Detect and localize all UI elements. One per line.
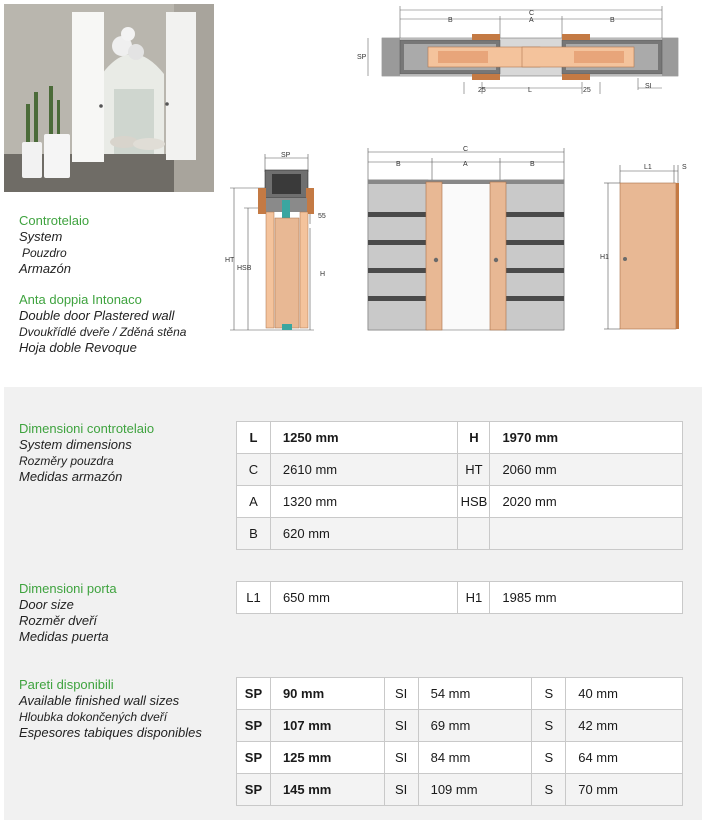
frame-label-en: System	[19, 229, 63, 244]
door-dims-label-en: Door size	[19, 597, 74, 612]
sys-dims-value	[490, 518, 683, 550]
section-55: 55	[318, 213, 326, 220]
sys-dims-value: 1320 mm	[270, 486, 458, 518]
door-label-cz: Dvoukřídlé dveře / Zděná stěna	[19, 325, 187, 339]
walls-label-en: Available finished wall sizes	[19, 693, 180, 708]
walls-key: SI	[384, 710, 418, 742]
sys-dims-key: C	[237, 454, 271, 486]
walls-key: SI	[384, 774, 418, 806]
sys-dims-label-es: Medidas armazón	[19, 469, 123, 484]
door-dims-value: 650 mm	[270, 582, 458, 614]
sys-dims-value: 1250 mm	[270, 422, 458, 454]
sys-dims-key: HT	[458, 454, 490, 486]
frame-labels	[19, 213, 89, 277]
walls-key: SP	[237, 774, 271, 806]
sys-dims-key: L	[237, 422, 271, 454]
walls-value: 109 mm	[418, 774, 532, 806]
walls-value: 54 mm	[418, 678, 532, 710]
sys-dims-table	[236, 421, 683, 550]
sys-dims-key	[458, 518, 490, 550]
sys-dims-label-en: System dimensions	[19, 437, 132, 452]
section-h: H	[320, 271, 326, 278]
walls-value: 40 mm	[566, 678, 683, 710]
elevation-drawing	[360, 142, 572, 334]
walls-label-es: Espesores tabiques disponibles	[19, 725, 202, 740]
door-dims-value: 1985 mm	[490, 582, 683, 614]
top-plan-drawing	[352, 2, 684, 94]
walls-label-it: Pareti disponibili	[19, 677, 114, 692]
sys-dims-label-it: Dimensioni controtelaio	[19, 421, 155, 436]
walls-key: SP	[237, 710, 271, 742]
top-plan-25-right: 25	[583, 87, 591, 94]
walls-value: 70 mm	[566, 774, 683, 806]
elevation-b-right: B	[530, 161, 535, 168]
top-plan-a: A	[529, 17, 534, 24]
walls-row	[237, 774, 683, 806]
leaf-h1: H1	[600, 254, 609, 261]
door-dims-label-it: Dimensioni porta	[19, 581, 117, 596]
door-labels	[19, 292, 186, 356]
section-ht: HT	[225, 257, 235, 264]
sys-dims-key: A	[237, 486, 271, 518]
sys-dims-key: H	[458, 422, 490, 454]
walls-value: 145 mm	[270, 774, 384, 806]
door-leaf-drawing	[596, 155, 696, 335]
door-dims-row	[237, 582, 683, 614]
sys-dims-row	[237, 422, 683, 454]
walls-key: S	[532, 774, 566, 806]
door-dims-label-cz: Rozměr dveří	[19, 613, 98, 628]
sys-dims-row	[237, 486, 683, 518]
door-dims-table	[236, 581, 683, 614]
sys-dims-value: 620 mm	[270, 518, 458, 550]
walls-value: 84 mm	[418, 742, 532, 774]
top-plan-sp: SP	[357, 54, 367, 61]
walls-key: SI	[384, 678, 418, 710]
walls-value: 69 mm	[418, 710, 532, 742]
walls-value: 64 mm	[566, 742, 683, 774]
walls-value: 125 mm	[270, 742, 384, 774]
sys-dims-value: 2060 mm	[490, 454, 683, 486]
frame-label-es: Armazón	[19, 261, 72, 276]
sys-dims-row	[237, 454, 683, 486]
walls-row	[237, 742, 683, 774]
top-plan-25-left: 25	[478, 87, 486, 94]
sys-dims-labels	[19, 421, 154, 485]
walls-key: S	[532, 742, 566, 774]
sys-dims-row	[237, 518, 683, 550]
walls-key: S	[532, 710, 566, 742]
door-label-en: Double door Plastered wall	[19, 308, 175, 323]
sys-dims-label-cz: Rozměry pouzdra	[19, 454, 114, 468]
elevation-b-left: B	[396, 161, 401, 168]
walls-value: 90 mm	[270, 678, 384, 710]
door-dims-key: L1	[237, 582, 271, 614]
elevation-c: C	[463, 146, 469, 153]
section-sp: SP	[281, 152, 291, 159]
door-dims-label-es: Medidas puerta	[19, 629, 109, 644]
door-dims-key: H1	[458, 582, 490, 614]
top-plan-b-right: B	[610, 17, 615, 24]
walls-key: S	[532, 678, 566, 710]
top-plan-c: C	[529, 10, 535, 17]
walls-key: SI	[384, 742, 418, 774]
walls-key: SP	[237, 742, 271, 774]
door-label-it: Anta doppia Intonaco	[19, 292, 142, 307]
walls-value: 107 mm	[270, 710, 384, 742]
product-photo	[4, 4, 214, 192]
top-plan-l: L	[528, 87, 532, 94]
top-plan-si: SI	[645, 83, 652, 90]
section-hsb: HSB	[237, 265, 252, 272]
door-dims-labels	[19, 581, 117, 645]
walls-labels	[19, 677, 202, 741]
walls-value: 42 mm	[566, 710, 683, 742]
sys-dims-value: 1970 mm	[490, 422, 683, 454]
frame-label-cz: Pouzdro	[22, 246, 67, 260]
walls-label-cz: Hloubka dokončených dveří	[19, 710, 168, 724]
section-drawing	[222, 148, 332, 334]
sys-dims-value: 2610 mm	[270, 454, 458, 486]
frame-label-it: Controtelaio	[19, 213, 90, 228]
door-label-es: Hoja doble Revoque	[19, 340, 137, 355]
sys-dims-value: 2020 mm	[490, 486, 683, 518]
leaf-s: S	[682, 164, 687, 171]
walls-row	[237, 678, 683, 710]
sys-dims-key: HSB	[458, 486, 490, 518]
leaf-l1: L1	[644, 164, 652, 171]
walls-table	[236, 677, 683, 806]
walls-key: SP	[237, 678, 271, 710]
elevation-a: A	[463, 161, 468, 168]
walls-row	[237, 710, 683, 742]
top-plan-b-left: B	[448, 17, 453, 24]
sys-dims-key: B	[237, 518, 271, 550]
